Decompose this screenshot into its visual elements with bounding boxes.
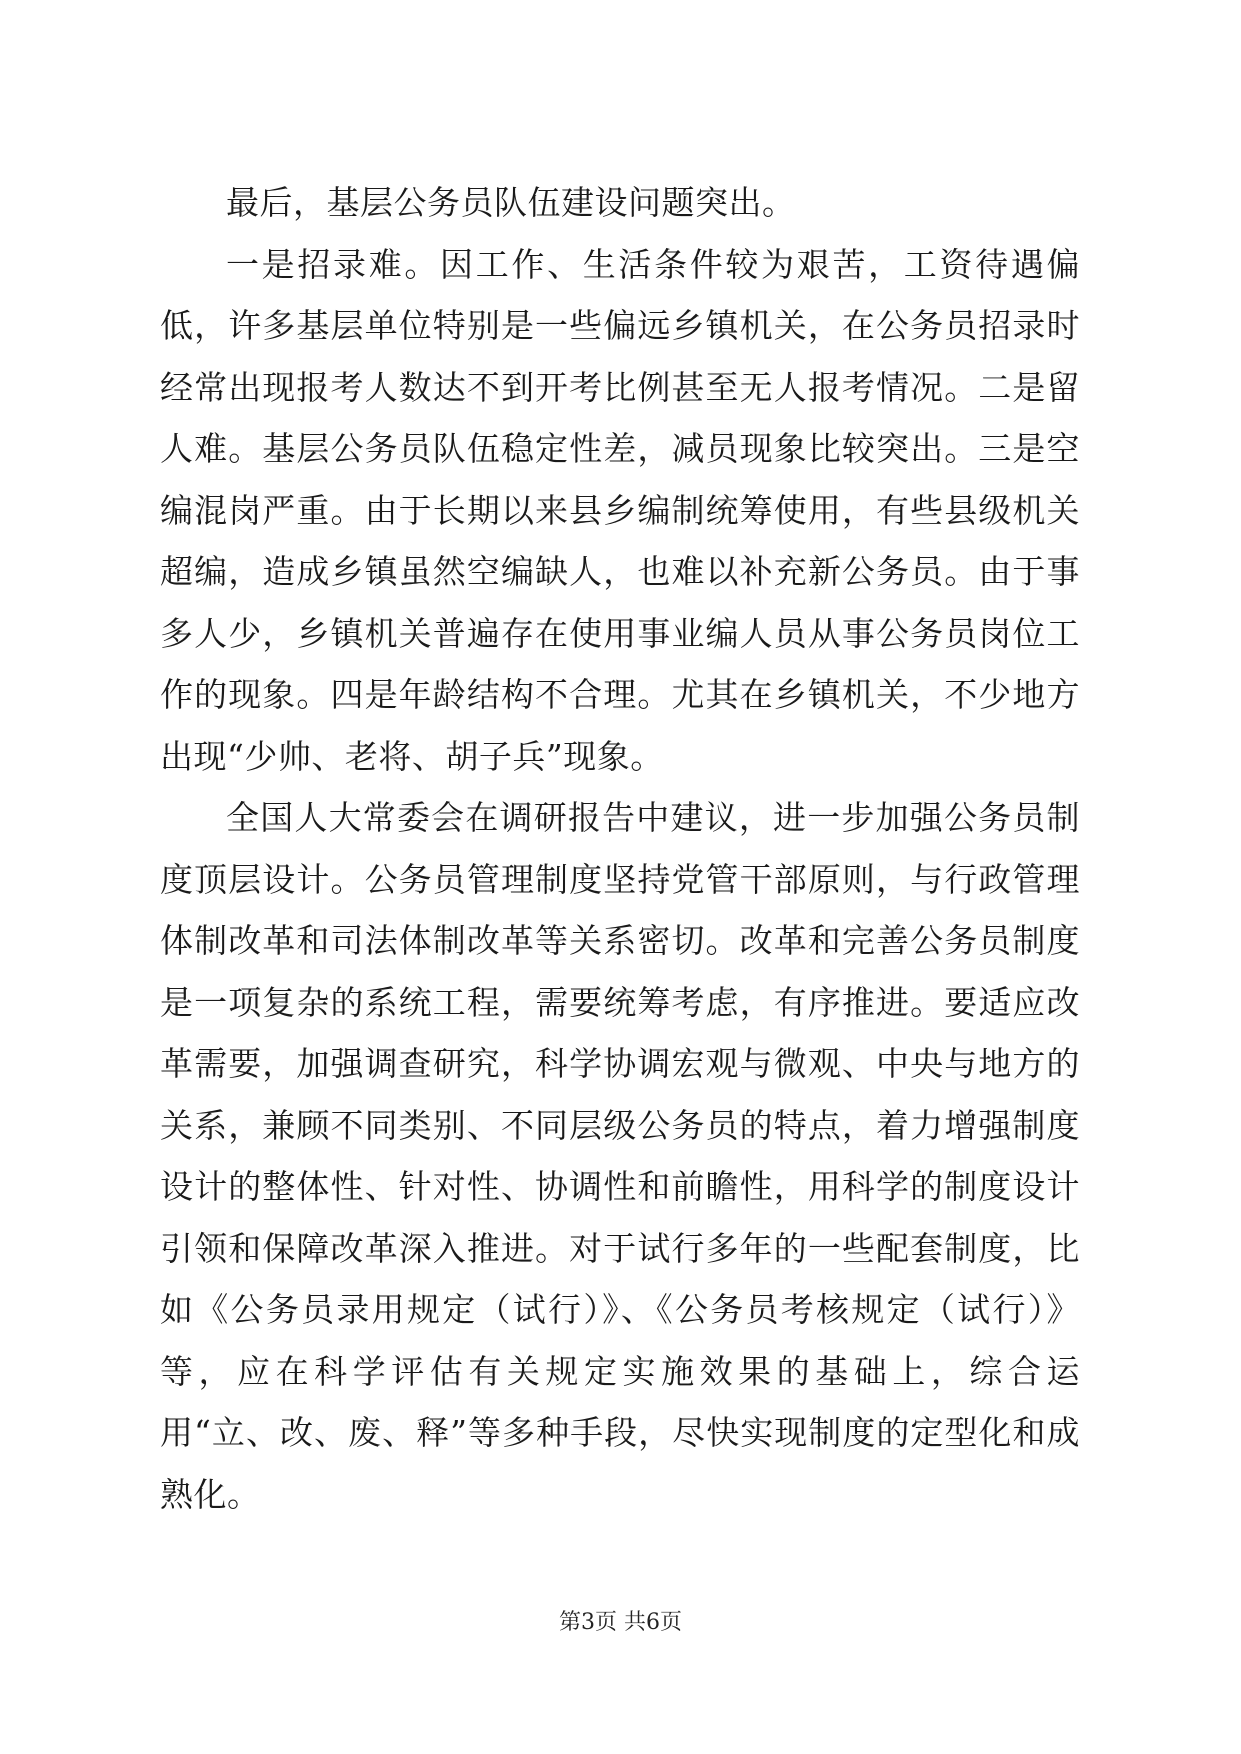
- page-footer: [0, 1608, 1241, 1638]
- paragraph-1: 最后，基层公务员队伍建设问题突出。: [226, 183, 796, 222]
- paragraph-2: 一是招录难。因工作、生活条件较为艰苦，工资待遇偏低，许多基层单位特别是一些偏远乡镇机关，在公务员招录时经常出现报考人数达不到开考比例甚至无人报考情况。二是留人难。基层公务员队伍稳定性差，减员现象比较突出。三是空编混岗严重。由于长期以来县乡编制统筹使用，有些县级机关超编，造成乡镇虽然空编缺人，也难以补充新公务员。由于事多人少，乡镇机关普遍存在使用事业编人员从事公务员岗位工作的现象。四是年龄结构不合理。尤其在乡镇机关，不少地方出现“少帅、老将、胡子兵”现象。: [160, 244, 1080, 776]
- document-body: [160, 172, 1080, 1525]
- paragraph-3: 全国人大常委会在调研报告中建议，进一步加强公务员制度顶层设计。公务员管理制度坚持党管干部原则，与行政管理体制改革和司法体制改革等关系密切。改革和完善公务员制度是一项复杂的系统工程，需要统筹考虑，有序推进。要适应改革需要，加强调查研究，科学协调宏观与微观、中央与地方的关系，兼顾不同类别、不同层级公务员的特点，着力增强制度设计的整体性、针对性、协调性和前瞻性，用科学的制度设计引领和保障改革深入推进。对于试行多年的一些配套制度，比如《公务员录用规定（试行）》、《公务员考核规定（试行）》等，应在科学评估有关规定实施效果的基础上，综合运用“立、改、废、释”等多种手段，尽快实现制度的定型化和成熟化。: [160, 798, 1080, 1514]
- page-number-indicator: 第3页 共6页: [559, 1610, 682, 1635]
